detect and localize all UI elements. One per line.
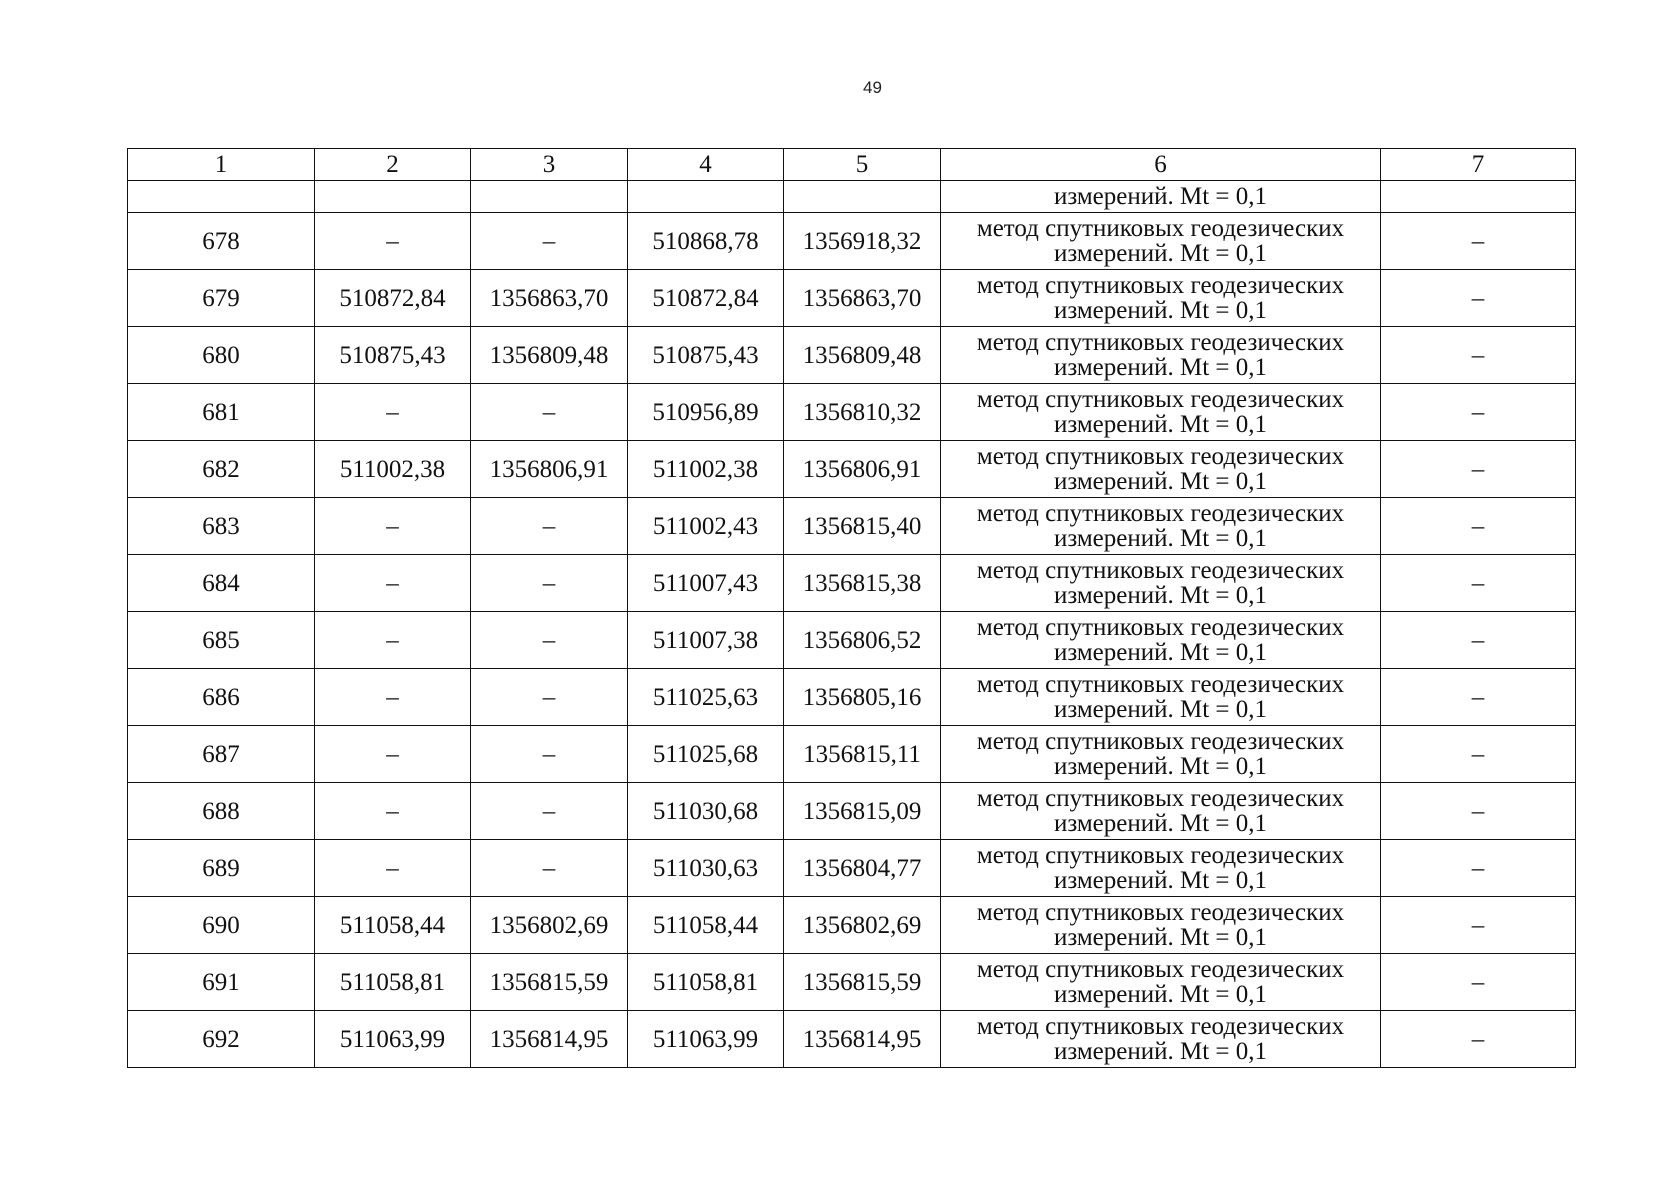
method-line-2: измерений. Mt = 0,1 xyxy=(1053,354,1268,381)
description-cell: – xyxy=(1381,669,1576,726)
table-row xyxy=(128,213,1576,270)
header-cell-6: 6 xyxy=(941,149,1381,181)
table-row xyxy=(128,270,1576,327)
existing-y-cell: – xyxy=(471,840,628,897)
point-number-cell: 688 xyxy=(128,783,315,840)
existing-x-cell: 511058,81 xyxy=(315,954,471,1011)
method-line-1: метод спутниковых геодезических xyxy=(976,899,1345,926)
point-number-cell: 680 xyxy=(128,327,315,384)
refined-y-cell: 1356805,16 xyxy=(784,669,941,726)
description-cell: – xyxy=(1381,612,1576,669)
point-number-cell: 685 xyxy=(128,612,315,669)
refined-y-cell: 1356809,48 xyxy=(784,327,941,384)
table-row xyxy=(128,612,1576,669)
refined-x-cell: 511025,68 xyxy=(628,726,784,783)
description-cell: – xyxy=(1381,441,1576,498)
table-row xyxy=(128,783,1576,840)
existing-y-cell: 1356815,59 xyxy=(471,954,628,1011)
method-line-2: измерений. Mt = 0,1 xyxy=(1053,810,1268,837)
table-row xyxy=(128,897,1576,954)
refined-x-cell: 511007,38 xyxy=(628,612,784,669)
method-line-1: метод спутниковых геодезических xyxy=(976,956,1345,983)
refined-x-cell: 511007,43 xyxy=(628,555,784,612)
refined-y-cell: 1356810,32 xyxy=(784,384,941,441)
method-line-2: измерений. Mt = 0,1 xyxy=(1053,981,1268,1008)
point-number-cell: 691 xyxy=(128,954,315,1011)
header-cell-3: 3 xyxy=(471,149,628,181)
method-line-1: метод спутниковых геодезических xyxy=(976,614,1345,641)
method-cell xyxy=(941,669,1381,726)
point-number-cell: 687 xyxy=(128,726,315,783)
method-line-2: измерений. Mt = 0,1 xyxy=(1053,696,1268,723)
existing-x-cell: – xyxy=(315,384,471,441)
table-cell xyxy=(128,181,315,213)
method-line-1: метод спутниковых геодезических xyxy=(976,215,1345,242)
point-number-cell: 690 xyxy=(128,897,315,954)
method-line-2: измерений. Mt = 0,1 xyxy=(1053,240,1268,267)
method-line-2: измерений. Mt = 0,1 xyxy=(1053,924,1268,951)
refined-x-cell: 511030,63 xyxy=(628,840,784,897)
point-number-cell: 679 xyxy=(128,270,315,327)
refined-x-cell: 510875,43 xyxy=(628,327,784,384)
table-row xyxy=(128,384,1576,441)
existing-y-cell: – xyxy=(471,726,628,783)
method-line-1: метод спутниковых геодезических xyxy=(976,386,1345,413)
method-line-1: метод спутниковых геодезических xyxy=(976,842,1345,869)
description-cell: – xyxy=(1381,1011,1576,1068)
existing-x-cell: – xyxy=(315,669,471,726)
table-cell xyxy=(315,181,471,213)
method-line-2: измерений. Mt = 0,1 xyxy=(1053,411,1268,438)
method-line-2: измерений. Mt = 0,1 xyxy=(1053,297,1268,324)
existing-x-cell: – xyxy=(315,498,471,555)
refined-x-cell: 510868,78 xyxy=(628,213,784,270)
refined-y-cell: 1356814,95 xyxy=(784,1011,941,1068)
description-cell: – xyxy=(1381,384,1576,441)
description-cell: – xyxy=(1381,840,1576,897)
description-cell: – xyxy=(1381,327,1576,384)
point-number-cell: 683 xyxy=(128,498,315,555)
refined-y-cell: 1356802,69 xyxy=(784,897,941,954)
refined-y-cell: 1356815,40 xyxy=(784,498,941,555)
existing-x-cell: – xyxy=(315,555,471,612)
method-line-2: измерений. Mt = 0,1 xyxy=(1053,582,1268,609)
refined-x-cell: 511002,43 xyxy=(628,498,784,555)
method-cell xyxy=(941,270,1381,327)
method-line-1: метод спутниковых геодезических xyxy=(976,728,1345,755)
existing-y-cell: 1356806,91 xyxy=(471,441,628,498)
header-cell-4: 4 xyxy=(628,149,784,181)
method-line-1: метод спутниковых геодезических xyxy=(976,557,1345,584)
method-line-2: измерений. Mt = 0,1 xyxy=(1053,753,1268,780)
table-row xyxy=(128,726,1576,783)
method-line-1: метод спутниковых геодезических xyxy=(976,500,1345,527)
table-cell xyxy=(471,181,628,213)
existing-x-cell: – xyxy=(315,726,471,783)
method-line-1: метод спутниковых геодезических xyxy=(976,1013,1345,1040)
method-cell xyxy=(941,783,1381,840)
method-cell xyxy=(941,726,1381,783)
method-cell xyxy=(941,612,1381,669)
method-line-1: метод спутниковых геодезических xyxy=(976,671,1345,698)
method-cell xyxy=(941,498,1381,555)
refined-x-cell: 511030,68 xyxy=(628,783,784,840)
existing-x-cell: 511058,44 xyxy=(315,897,471,954)
description-cell: – xyxy=(1381,726,1576,783)
table-row xyxy=(128,669,1576,726)
header-cell-2: 2 xyxy=(315,149,471,181)
refined-x-cell: 511002,38 xyxy=(628,441,784,498)
refined-y-cell: 1356806,52 xyxy=(784,612,941,669)
description-cell: – xyxy=(1381,498,1576,555)
table-row xyxy=(128,327,1576,384)
refined-x-cell: 511025,63 xyxy=(628,669,784,726)
point-number-cell: 681 xyxy=(128,384,315,441)
description-cell: – xyxy=(1381,213,1576,270)
existing-x-cell: – xyxy=(315,612,471,669)
existing-x-cell: 511063,99 xyxy=(315,1011,471,1068)
table-cell xyxy=(1381,181,1576,213)
point-number-cell: 678 xyxy=(128,213,315,270)
header-cell-1: 1 xyxy=(128,149,315,181)
method-cell xyxy=(941,1011,1381,1068)
refined-y-cell: 1356863,70 xyxy=(784,270,941,327)
existing-x-cell: – xyxy=(315,840,471,897)
refined-x-cell: 511058,81 xyxy=(628,954,784,1011)
page-number: 49 xyxy=(863,78,882,97)
table-row xyxy=(128,840,1576,897)
refined-y-cell: 1356815,59 xyxy=(784,954,941,1011)
refined-y-cell: 1356815,11 xyxy=(784,726,941,783)
method-cell xyxy=(941,954,1381,1011)
description-cell: – xyxy=(1381,897,1576,954)
method-cell xyxy=(941,840,1381,897)
existing-y-cell: – xyxy=(471,384,628,441)
header-row xyxy=(128,149,1576,181)
refined-y-cell: 1356804,77 xyxy=(784,840,941,897)
existing-x-cell: – xyxy=(315,213,471,270)
description-cell: – xyxy=(1381,783,1576,840)
point-number-cell: 692 xyxy=(128,1011,315,1068)
table-row xyxy=(128,954,1576,1011)
table-cell xyxy=(784,181,941,213)
existing-y-cell: – xyxy=(471,213,628,270)
refined-x-cell: 510956,89 xyxy=(628,384,784,441)
method-line-1: метод спутниковых геодезических xyxy=(976,329,1345,356)
description-cell: – xyxy=(1381,954,1576,1011)
method-line-1: метод спутниковых геодезических xyxy=(976,785,1345,812)
table-row xyxy=(128,555,1576,612)
table-row xyxy=(128,441,1576,498)
table-cell xyxy=(628,181,784,213)
refined-x-cell: 511058,44 xyxy=(628,897,784,954)
header-cell-7: 7 xyxy=(1381,149,1576,181)
existing-x-cell: – xyxy=(315,783,471,840)
method-cell xyxy=(941,384,1381,441)
method-cell: измерений. Mt = 0,1 xyxy=(941,181,1381,213)
method-cell xyxy=(941,327,1381,384)
description-cell: – xyxy=(1381,555,1576,612)
point-number-cell: 684 xyxy=(128,555,315,612)
refined-y-cell: 1356918,32 xyxy=(784,213,941,270)
refined-y-cell: 1356815,38 xyxy=(784,555,941,612)
refined-x-cell: 510872,84 xyxy=(628,270,784,327)
method-cell xyxy=(941,213,1381,270)
method-line-1: метод спутниковых геодезических xyxy=(976,272,1345,299)
existing-x-cell: 511002,38 xyxy=(315,441,471,498)
header-cell-5: 5 xyxy=(784,149,941,181)
point-number-cell: 689 xyxy=(128,840,315,897)
description-cell: – xyxy=(1381,270,1576,327)
method-cell xyxy=(941,555,1381,612)
existing-y-cell: – xyxy=(471,669,628,726)
coordinates-table xyxy=(127,148,1576,1068)
existing-y-cell: – xyxy=(471,555,628,612)
existing-y-cell: 1356863,70 xyxy=(471,270,628,327)
existing-y-cell: 1356809,48 xyxy=(471,327,628,384)
method-line-2: измерений. Mt = 0,1 xyxy=(1053,867,1268,894)
refined-y-cell: 1356815,09 xyxy=(784,783,941,840)
point-number-cell: 686 xyxy=(128,669,315,726)
existing-x-cell: 510875,43 xyxy=(315,327,471,384)
refined-x-cell: 511063,99 xyxy=(628,1011,784,1068)
point-number-cell: 682 xyxy=(128,441,315,498)
table-row xyxy=(128,498,1576,555)
continuation-row xyxy=(128,181,1576,213)
refined-y-cell: 1356806,91 xyxy=(784,441,941,498)
existing-y-cell: 1356814,95 xyxy=(471,1011,628,1068)
method-line-2: измерений. Mt = 0,1 xyxy=(1053,639,1268,666)
method-cell xyxy=(941,897,1381,954)
table-row xyxy=(128,1011,1576,1068)
existing-y-cell: – xyxy=(471,783,628,840)
existing-y-cell: – xyxy=(471,498,628,555)
existing-y-cell: – xyxy=(471,612,628,669)
existing-y-cell: 1356802,69 xyxy=(471,897,628,954)
method-line-1: метод спутниковых геодезических xyxy=(976,443,1345,470)
method-line-2: измерений. Mt = 0,1 xyxy=(1053,1038,1268,1065)
method-cell xyxy=(941,441,1381,498)
method-line-2: измерений. Mt = 0,1 xyxy=(1053,468,1268,495)
existing-x-cell: 510872,84 xyxy=(315,270,471,327)
method-line-2: измерений. Mt = 0,1 xyxy=(1053,525,1268,552)
